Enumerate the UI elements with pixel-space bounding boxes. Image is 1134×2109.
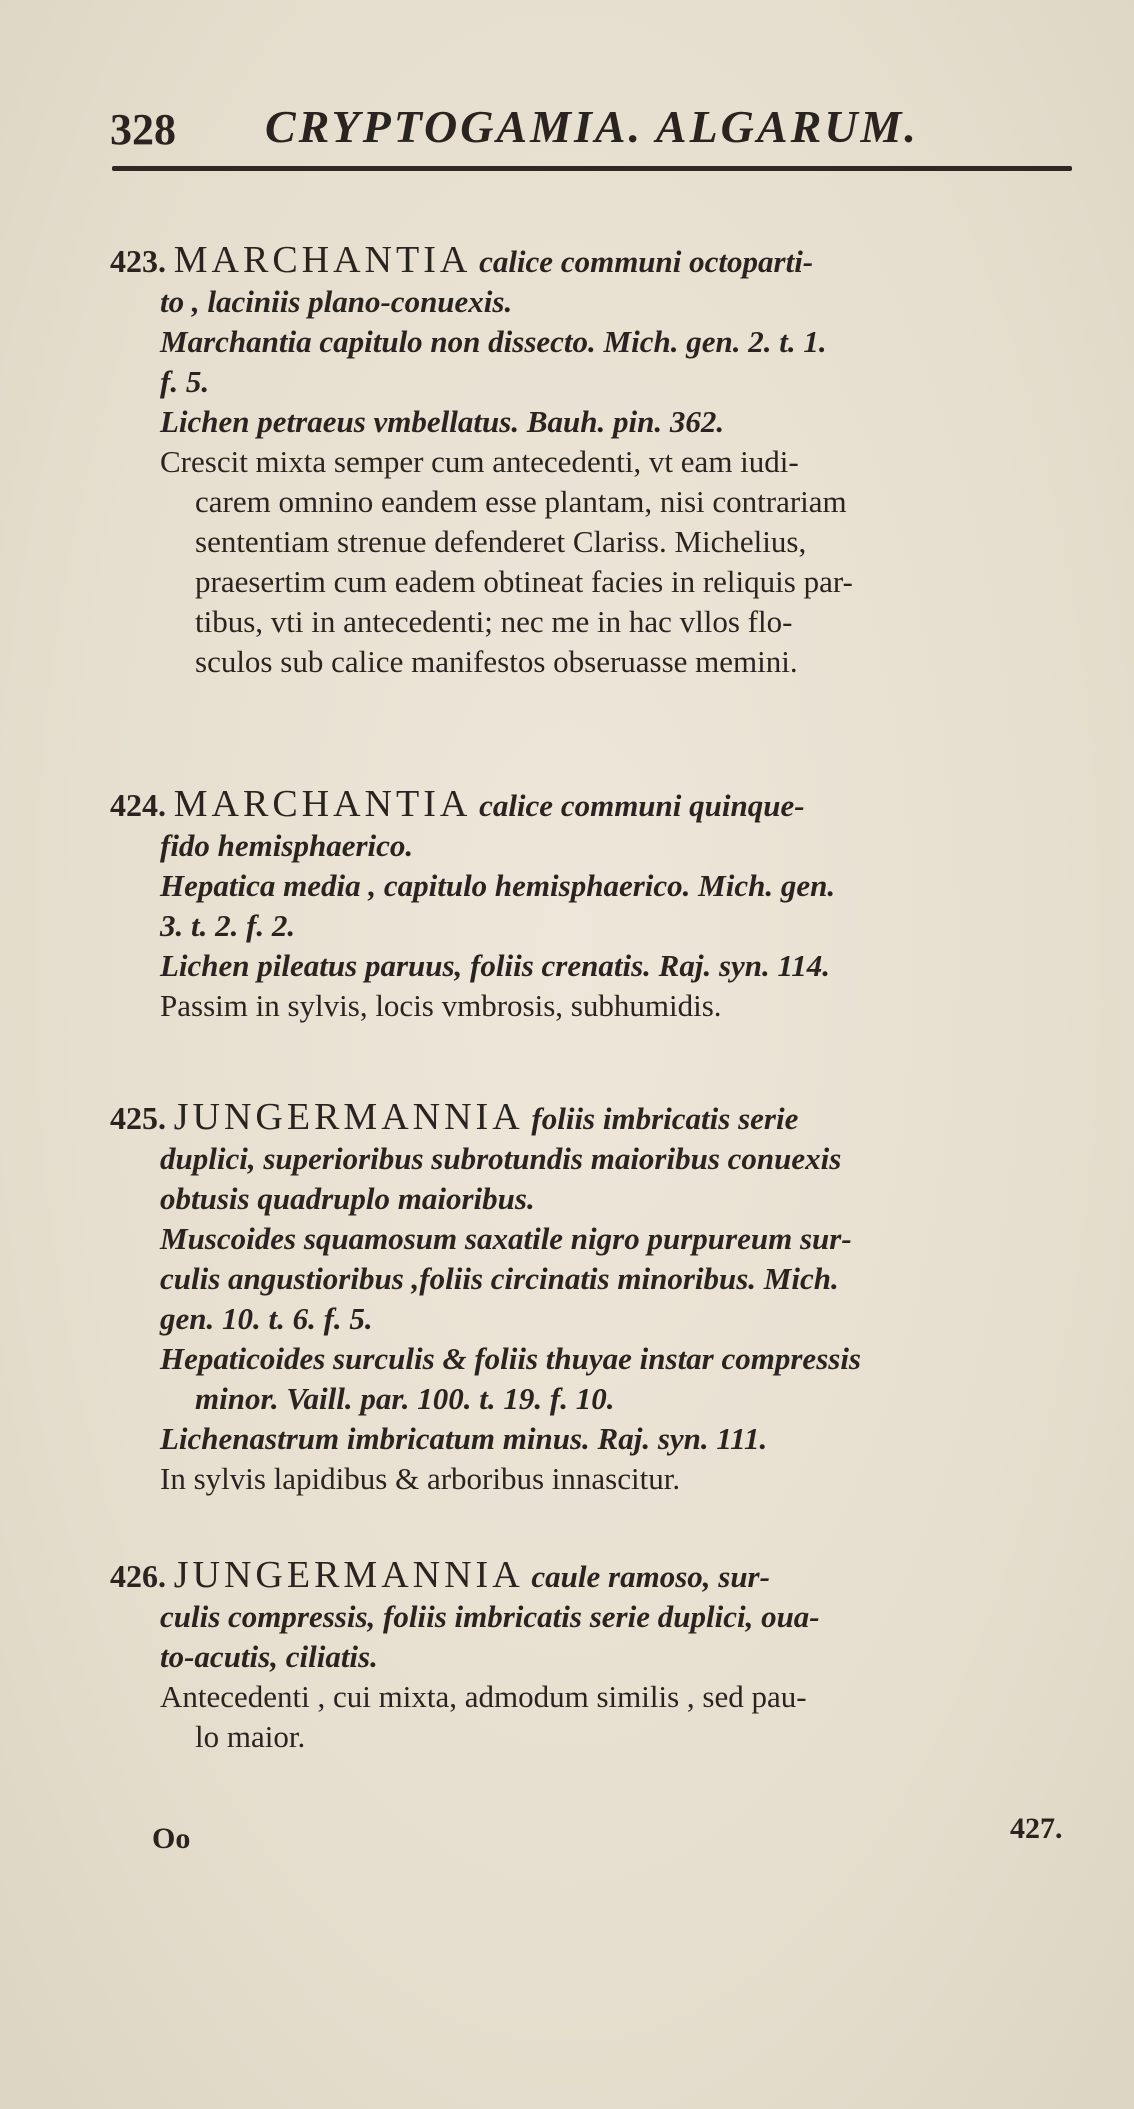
entry-426 — [110, 1555, 1090, 1757]
entry-number: 425. — [110, 1100, 166, 1136]
header-rule — [112, 166, 1072, 171]
synonym-line: Lichenastrum imbricatum minus. Raj. syn. 111. — [160, 1421, 768, 1456]
entry-number: 424. — [110, 787, 166, 823]
diagnosis-text: calice communi quinque- — [479, 788, 805, 823]
habitat-line: carem omnino eandem esse plantam, nisi contrariam — [195, 484, 847, 519]
habitat-line: Antecedenti , cui mixta, admodum similis , sed pau- — [160, 1679, 807, 1714]
habitat-line: tibus, vti in antecedenti; nec me in hac vllos flo- — [195, 604, 793, 639]
habitat-line: Passim in sylvis, locis vmbrosis, subhumidis. — [160, 988, 722, 1023]
diagnosis-text: to-acutis, ciliatis. — [160, 1639, 378, 1674]
genus-name: JUNGERMANNIA — [173, 1096, 524, 1138]
synonym-line: 3. t. 2. f. 2. — [160, 908, 296, 943]
habitat-line: Crescit mixta semper cum antecedenti, vt eam iudi- — [160, 444, 799, 479]
diagnosis-text: fido hemisphaerico. — [160, 828, 414, 863]
entry-number: 423. — [110, 243, 166, 279]
diagnosis-text: foliis imbricatis serie — [531, 1101, 799, 1136]
habitat-line: sculos sub calice manifestos obseruasse memini. — [195, 644, 798, 679]
running-title: CRYPTOGAMIA. ALGARUM. — [265, 101, 919, 152]
entry-425 — [110, 1097, 1090, 1499]
genus-name: JUNGERMANNIA — [173, 1554, 524, 1596]
synonym-line: culis angustioribus ,foliis circinatis minoribus. Mich. — [160, 1261, 839, 1296]
synonym-line: f. 5. — [160, 364, 210, 399]
genus-name: MARCHANTIA — [173, 783, 472, 825]
habitat-line: praesertim cum eadem obtineat facies in reliquis par- — [195, 564, 853, 599]
diagnosis-text: to , laciniis plano-conuexis. — [160, 284, 513, 319]
synonym-line: Hepatica media , capitulo hemisphaerico. Mich. gen. — [160, 868, 836, 903]
page-header — [110, 100, 1070, 180]
habitat-line: lo maior. — [195, 1719, 306, 1754]
catchword: 427. — [1010, 1812, 1063, 1845]
synonym-line: Hepaticoides surculis & foliis thuyae instar compressis — [160, 1341, 861, 1376]
diagnosis-text: culis compressis, foliis imbricatis serie duplici, oua- — [160, 1599, 820, 1634]
signature-mark: Oo — [152, 1822, 191, 1855]
page-number: 328 — [110, 105, 176, 154]
diagnosis-text: caule ramoso, sur- — [531, 1559, 770, 1594]
diagnosis-text: obtusis quadruplo maioribus. — [160, 1181, 535, 1216]
synonym-line: Muscoides squamosum saxatile nigro purpureum sur- — [160, 1221, 852, 1256]
diagnosis-text: duplici, superioribus subrotundis maioribus conuexis — [160, 1141, 842, 1176]
entry-number: 426. — [110, 1558, 166, 1594]
diagnosis-text: calice communi octoparti- — [479, 244, 814, 279]
entry-424 — [110, 784, 1090, 1026]
entry-423 — [110, 240, 1090, 682]
synonym-line: Lichen pileatus paruus, foliis crenatis. Raj. syn. 114. — [160, 948, 831, 983]
synonym-line: gen. 10. t. 6. f. 5. — [160, 1301, 373, 1336]
synonym-line: minor. Vaill. par. 100. t. 19. f. 10. — [195, 1381, 615, 1416]
synonym-line: Marchantia capitulo non dissecto. Mich. gen. 2. t. 1. — [160, 324, 827, 359]
habitat-line: In sylvis lapidibus & arboribus innascitur. — [160, 1461, 681, 1496]
habitat-line: sententiam strenue defenderet Clariss. Michelius, — [195, 524, 807, 559]
synonym-line: Lichen petraeus vmbellatus. Bauh. pin. 362. — [160, 404, 725, 439]
genus-name: MARCHANTIA — [173, 239, 472, 281]
